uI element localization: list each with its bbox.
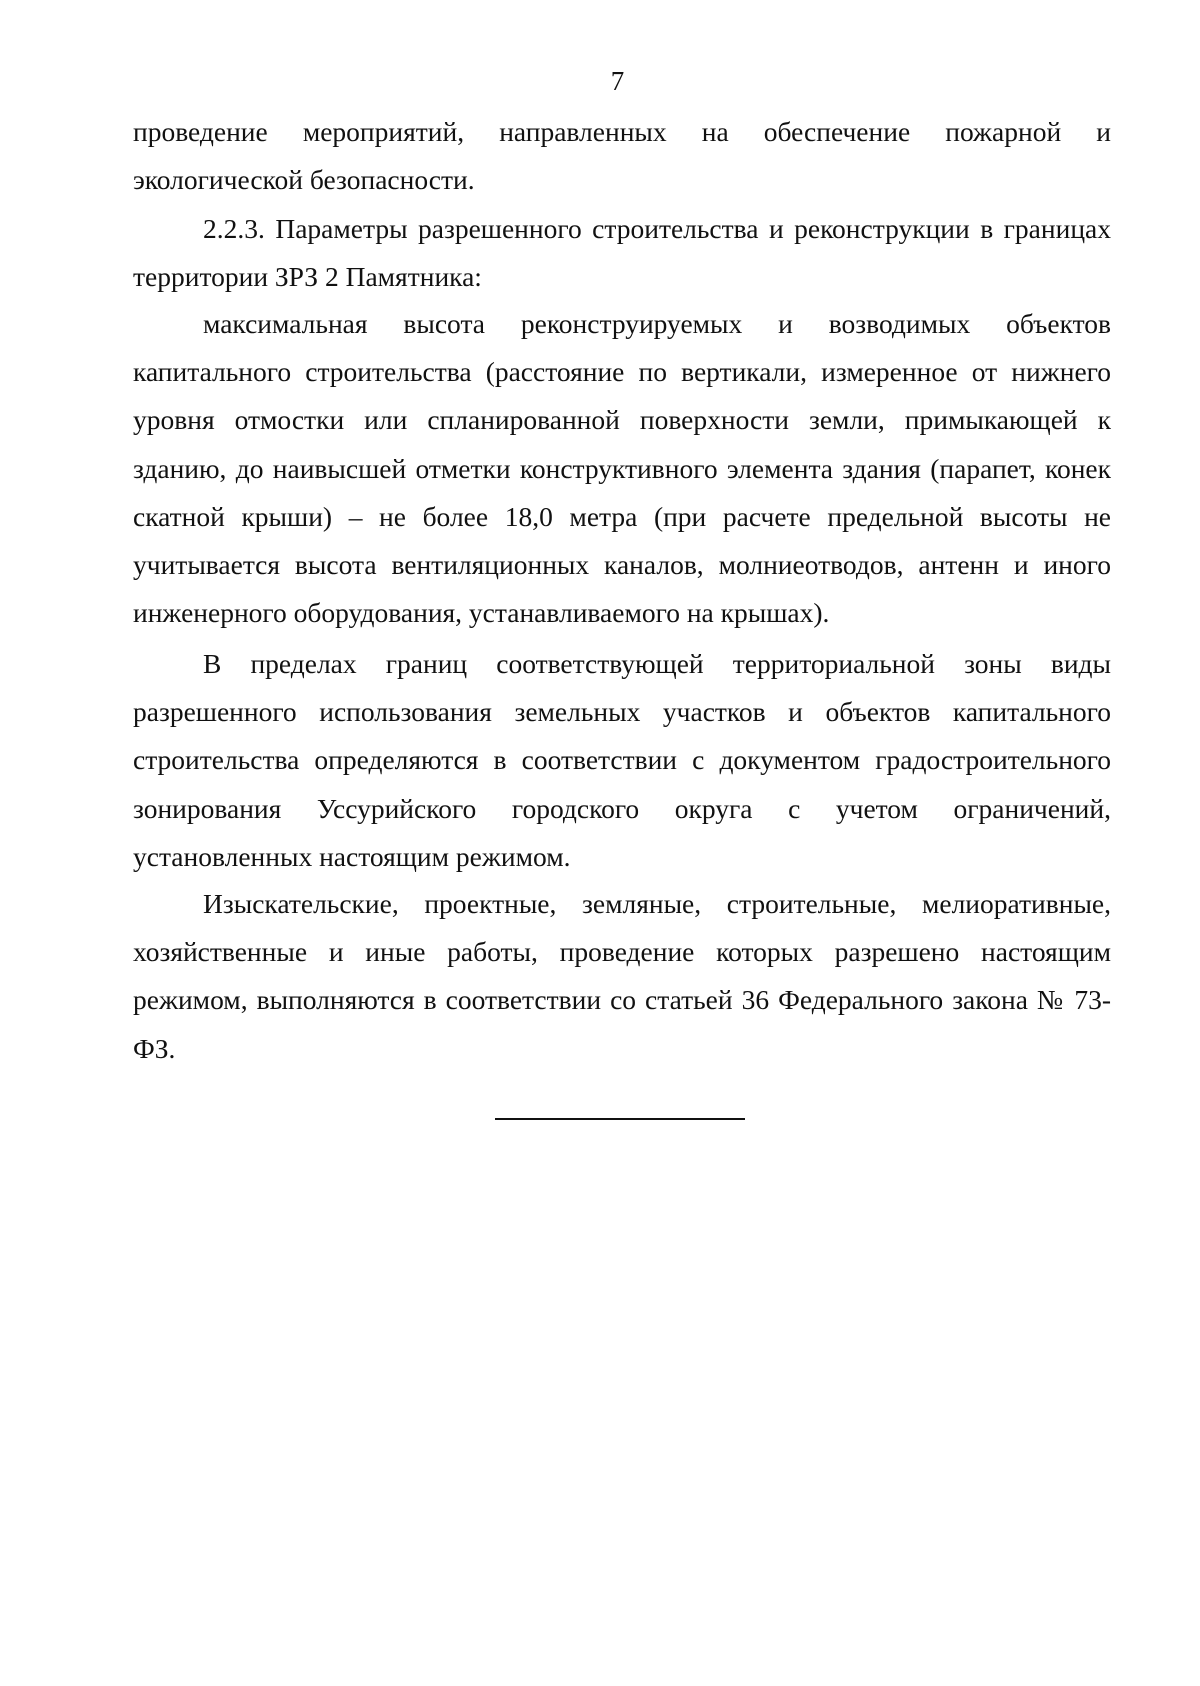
paragraph-works-law-reference: Изыскательские, проектные, земляные, строительные, мелиоративные, хозяйственные и иные работы, проведение которых разрешено настоящим режимом, выполняются в соответствии со статьей 36 Федерального закона № 73-ФЗ.	[133, 888, 1111, 1064]
paragraph-permitted-use: В пределах границ соответствующей территориальной зоны виды разрешенного использования земельных участков и объектов капитального строительства определяются в соответствии с документом градостроительного зонирования Уссурийского городского округа с учетом ограничений, установленных настоящим режимом.	[133, 648, 1111, 872]
paragraph-construction-parameters-heading: 2.2.3. Параметры разрешенного строительства и реконструкции в границах территории ЗРЗ 2 Памятника:	[133, 213, 1111, 293]
page-number: 7	[610, 66, 625, 96]
paragraph-max-height: максимальная высота реконструируемых и возводимых объектов капитального строительства (расстояние по вертикали, измеренное от нижнего уровня отмостки или спланированной поверхности земли, примыкающей к зданию, до наивысшей отметки конструктивного элемента здания (парапет, конек скатной крыши) – не более 18,0 метра (при расчете предельной высоты не учитывается высота вентиляционных каналов, молниеотводов, антенн и иного инженерного оборудования, устанавливаемого на крышах).	[133, 308, 1111, 629]
end-separator-line	[495, 1118, 745, 1120]
paragraph-fire-ecological-safety: проведение мероприятий, направленных на обеспечение пожарной и экологической безопасности.	[133, 116, 1111, 196]
